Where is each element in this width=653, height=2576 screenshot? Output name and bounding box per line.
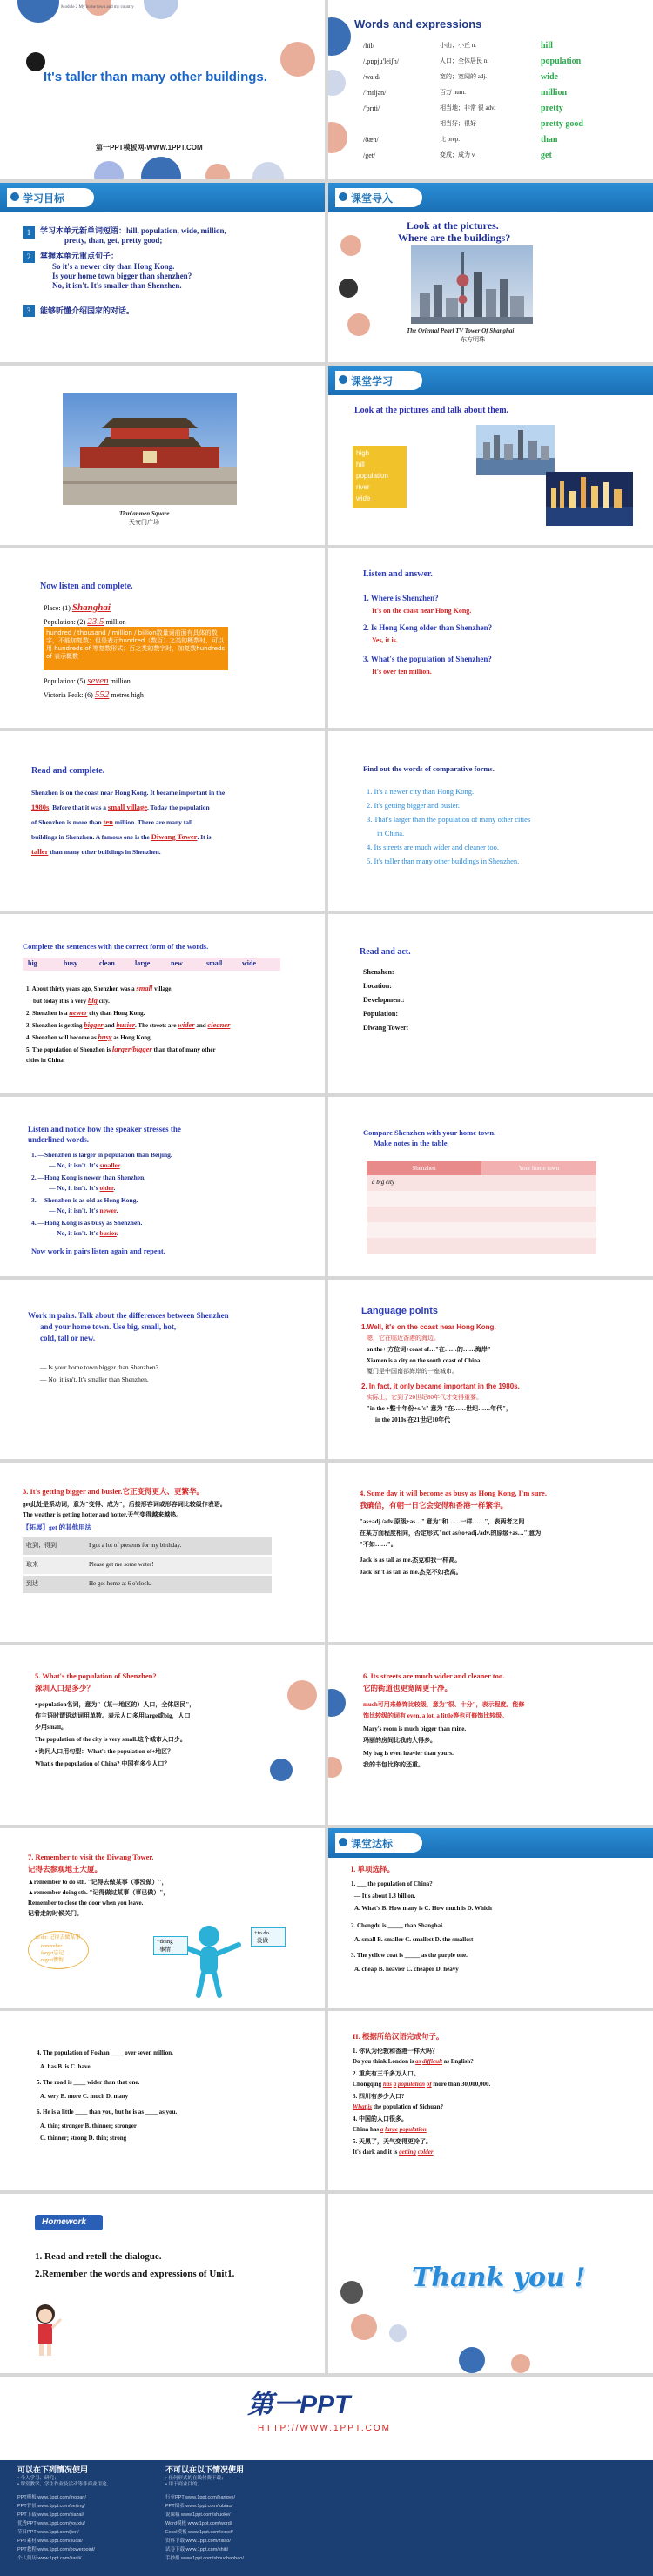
- slide-point-4: [328, 1463, 653, 1642]
- pair-4b: — No, it isn't. It's busier.: [49, 1229, 118, 1237]
- word-english: pretty: [541, 104, 563, 113]
- word-item: high: [356, 449, 370, 457]
- fill-3: 3. 四川有多少人口?: [353, 2093, 405, 2100]
- decor-dot: [280, 42, 315, 77]
- ad-link[interactable]: PPT背景 www.1ppt.com/beijing/: [17, 2504, 85, 2509]
- decor-dot: [205, 164, 230, 179]
- decor-dot: [252, 162, 284, 179]
- slide-point-6: [328, 1645, 653, 1825]
- num-1: 1: [23, 226, 35, 239]
- girl-illustration: [26, 2302, 64, 2357]
- decor-dot: [339, 279, 358, 298]
- fill-5-line: It's dark and it is getting colder.: [353, 2149, 435, 2156]
- word-meaning: 宽的；宽阔的 adj.: [440, 73, 488, 80]
- quiz-q1-options: A. What's B. How many is C. How much is D. Which: [354, 1905, 492, 1912]
- tip-box: hundred / thousand / million / billion数量词前面有具体的数字，不能加复数；但是表示hundred（数百）之类的概数时，可以用 hundreds of 等复数形式；百之类的数字时，加复数hundreds of 表示概数: [44, 627, 228, 670]
- population-answer: 23.5: [87, 616, 104, 627]
- point-4-title-cn: 我确信，有朝一日它会变得和香港一样繁华。: [360, 1501, 508, 1510]
- point-5-line-1: • population名词，意为"（某一地区的）人口，全体居民"，: [35, 1701, 196, 1708]
- pair-3b: — No, it isn't. It's newer.: [49, 1207, 118, 1214]
- fill-1: 1. 你认为伦敦和香港一样大吗？: [353, 2048, 438, 2055]
- point-4-line-2: 在某方面程度相同，否定形式"not as/so+adj./adv.的原级+as…" 意为: [360, 1530, 542, 1537]
- shanghai-skyline-image: [411, 245, 533, 324]
- slide-quiz-2: [0, 2011, 325, 2190]
- word-bank-item: wide: [242, 959, 256, 967]
- quiz-q3-options: A. cheap B. heavier C. cheaper D. heavy: [354, 1966, 459, 1973]
- text-line-1: Shenzhen is on the coast near Hong Kong. It became important in the: [31, 789, 226, 797]
- fill-2: 2. 重庆有三千多万人口。: [353, 2070, 420, 2077]
- act-field: Development:: [363, 996, 405, 1004]
- decor-dot: [347, 313, 370, 336]
- word-english: pretty good: [541, 119, 583, 129]
- q1: 1. Where is Shenzhen?: [363, 594, 439, 602]
- point-6-eg-1-cn: 玛丽的房间比我的大得多。: [363, 1737, 436, 1744]
- slide-header: [328, 183, 653, 212]
- population-label: Population: (2) 23.5 million: [44, 616, 126, 627]
- text-line-2: 1980s. Before that it was a small village. Today the population: [31, 803, 210, 811]
- slide-tiananmen: [0, 366, 325, 545]
- doing-card: +doing 事情: [153, 1936, 188, 1955]
- image-caption: Tian'anmen Square: [119, 510, 170, 517]
- act-field: Population:: [363, 1010, 399, 1018]
- point-5-line-3: 少用small。: [35, 1724, 67, 1731]
- ppt-ad-banner: [0, 2377, 653, 2576]
- compare-table: [367, 1161, 596, 1255]
- ad-link[interactable]: 手抄报 www.1ppt.com/shouchaobao/: [165, 2556, 244, 2561]
- point-7-title-cn: 记得去参观地王大厦。: [28, 1865, 103, 1873]
- slide-point-3: [0, 1463, 325, 1642]
- point-7-line-4: 记着走的时候关门。: [28, 1910, 83, 1917]
- num-3: 3: [23, 305, 35, 317]
- comparatives-title: Find out the words of comparative forms.: [363, 764, 495, 773]
- ad-link[interactable]: 优秀PPT www.1ppt.com/youxiu/: [17, 2521, 85, 2526]
- usage-example: He got home at 6 o'clock.: [89, 1580, 151, 1587]
- q3: 3. What's the population of Shenzhen?: [363, 655, 492, 663]
- num-2: 2: [23, 251, 35, 263]
- population-label-2: Population: (5) seven million: [44, 676, 131, 686]
- point-4-line-3: "不如……"。: [360, 1541, 397, 1548]
- ad-link[interactable]: PPT下载 www.1ppt.com/xiazai/: [17, 2512, 84, 2518]
- word-ipa: /'mɪljən/: [363, 89, 387, 97]
- word-english: wide: [541, 72, 558, 82]
- decor-dot: [328, 70, 346, 96]
- todo-card: +to do 没做: [251, 1927, 286, 1947]
- comparative-line: 2. It's getting bigger and busier.: [367, 801, 461, 810]
- slide-stress: [0, 1097, 325, 1276]
- thank-you-text: Thank you !: [412, 2263, 586, 2293]
- slide-title-text: It's taller than many other buildings.: [44, 70, 267, 84]
- ad-right-l1: • 任何形式的在线付费下载；: [165, 2476, 226, 2481]
- ad-link[interactable]: PPT图表 www.1ppt.com/tubiao/: [165, 2504, 233, 2509]
- module-note: Module 2 My home town and my country: [61, 5, 134, 10]
- decor-dot: [26, 52, 45, 71]
- read-title: Read and complete.: [31, 766, 105, 776]
- sentence-4: 4. Shenzhen will become as busy as Hong Kong.: [26, 1032, 152, 1041]
- usage-example: I got a lot of presents for my birthday.: [89, 1542, 182, 1549]
- point-2: 2. In fact, it only became important in the 1980s.: [361, 1382, 520, 1390]
- quiz-q1: 1. ___ the population of China?: [351, 1880, 433, 1887]
- quiz-q5: 5. The road is ____ wider than that one.: [37, 2079, 140, 2086]
- slide-words: [328, 0, 653, 179]
- sentence-5b: cities in China.: [26, 1057, 65, 1064]
- word-meaning: 相当地；非常 很 adv.: [440, 104, 495, 111]
- homework-1: 1. Read and retell the dialogue.: [35, 2251, 162, 2262]
- goal-1b: pretty, than, get, pretty good;: [64, 236, 163, 245]
- word-english: get: [541, 151, 552, 160]
- quiz-q4-options: A. has B. is C. have: [40, 2063, 91, 2070]
- slide-quiz-3: [328, 2011, 653, 2190]
- quiz-q6-options-a: A. thin; stronger B. thinner; stronger: [40, 2122, 138, 2129]
- word-bank-item: new: [171, 959, 183, 967]
- act-field: Location:: [363, 982, 392, 990]
- slide-pictures: [328, 366, 653, 545]
- forms-title: Complete the sentences with the correct form of the words.: [23, 942, 209, 951]
- word-ipa: /waɪd/: [363, 73, 380, 81]
- word-ipa: /'prɪti/: [363, 104, 380, 112]
- word-bank-item: big: [28, 959, 37, 967]
- comparative-line: 3. That's larger than the population of many other cities: [367, 815, 531, 824]
- point-2-eg: in the 2010s 在21世纪10年代: [375, 1416, 451, 1423]
- comparative-line: 4. Its streets are much wider and cleaner too.: [367, 843, 499, 851]
- table-cell: a big city: [372, 1179, 395, 1186]
- decor-dot: [340, 2281, 363, 2304]
- pair-title-2: and your home town. Use big, small, hot,: [40, 1322, 177, 1331]
- pair-1b: — No, it isn't. It's smaller.: [49, 1161, 122, 1169]
- sentence-1b: but today it is a very big city.: [33, 996, 110, 1005]
- slide-intro: [328, 183, 653, 362]
- slide-compare-table: [328, 1097, 653, 1276]
- act-field: Shenzhen:: [363, 968, 394, 976]
- sentence-5: 5. The population of Shenzhen is larger/bigger than that of many other: [26, 1045, 216, 1053]
- question-1: Look at the pictures.: [407, 219, 499, 232]
- quiz-q2: 2. Chengdu is _____ than Shanghai.: [351, 1922, 444, 1929]
- point-1: 1.Well, it's on the coast near Hong Kong.: [361, 1323, 496, 1331]
- ad-link[interactable]: PPT教程 www.1ppt.com/powerpoint/: [17, 2547, 95, 2552]
- slide-title: [0, 0, 325, 179]
- usage-row: [23, 1557, 272, 1574]
- usage-example: Please get me some water!: [89, 1561, 154, 1568]
- word-ipa: /.pɒpju'leiʃn/: [363, 57, 399, 65]
- ad-link[interactable]: 个人简历 www.1ppt.com/jianli/: [17, 2556, 82, 2561]
- point-7-line-1: ▲remember to do sth. "记得去做某事（事没做）"，: [28, 1879, 168, 1886]
- goal-1: 学习本单元新单词短语：hill, population, wide, million,: [40, 226, 226, 235]
- compare-title-2: Make notes in the table.: [374, 1139, 449, 1147]
- text-line-5: taller than many other buildings in Shenzhen.: [31, 847, 161, 856]
- word-bank: [23, 958, 280, 971]
- text-line-3: of Shenzhen is more than ten million. There are many tall: [31, 817, 193, 826]
- decor-dot: [144, 0, 178, 19]
- usage-key: 收到；得到: [26, 1542, 57, 1549]
- quiz-q1-line: — It's about 1.3 billion.: [354, 1893, 416, 1900]
- figure-illustration: [174, 1920, 244, 1999]
- slide-language-points: [328, 1280, 653, 1459]
- decor-dot: [17, 0, 59, 23]
- point-1-eg-cn: 厦门是中国南部海岸的一座城市。: [367, 1368, 458, 1375]
- a2: Yes, it is.: [372, 636, 398, 644]
- ad-panel: [0, 2460, 653, 2576]
- a1: It's on the coast near Hong Kong.: [372, 607, 472, 615]
- point-1-rule: on the+ 方位词+coast of…"在……的……海岸": [367, 1346, 491, 1353]
- point-4-eg-1: Jack is as tall as me.杰克和我一样高。: [360, 1557, 461, 1564]
- slide-word-forms: [0, 914, 325, 1093]
- slide-listen-complete: [0, 548, 325, 728]
- word-english: hill: [541, 41, 553, 50]
- ad-right-l2: • 用于商业目的。: [165, 2482, 202, 2487]
- ad-link[interactable]: Excel模板 www.1ppt.com/excel/: [165, 2530, 233, 2535]
- tiananmen-image: [63, 393, 237, 505]
- fill-4-line: China has a large population: [353, 2126, 427, 2133]
- point-2-rule: "in the +整十年份+s/'s" 意为 "在……世纪……年代"，: [367, 1405, 513, 1412]
- point-6-line-2: 饰比较级的词有 even, a lot, a little等也可修饰比较级。: [363, 1712, 508, 1719]
- usage-key: 取来: [26, 1561, 38, 1568]
- stress-title-2: underlined words.: [28, 1135, 90, 1144]
- a3: It's over ten million.: [372, 668, 432, 676]
- decor-dot: [141, 157, 181, 179]
- word-meaning: 比 prep.: [440, 136, 460, 143]
- footer-text: 第一PPT模板网-WWW.1PPT.COM: [96, 144, 203, 151]
- population-answer-2: seven: [87, 676, 109, 686]
- slide-read-complete: [0, 731, 325, 911]
- slide-homework: [0, 2194, 325, 2373]
- slide-goals: [0, 183, 325, 362]
- quiz-q4: 4. The population of Foshan ____ over seven million.: [37, 2049, 173, 2056]
- act-title: Read and act.: [360, 947, 411, 957]
- point-3-rule: get此处是系动词，意为"变得、成为"，后接形容词或形容词比较级作表语。: [23, 1501, 226, 1508]
- comparative-line: 5. It's taller than many other buildings in Shenzhen.: [367, 857, 520, 865]
- point-6-line-1: much可用来修饰比较级，意为"很、十分"，表示程度。能修: [363, 1701, 525, 1708]
- ad-link[interactable]: PPT素材 www.1ppt.com/sucai/: [17, 2539, 83, 2544]
- decor-dot: [328, 17, 351, 56]
- sentence-3: 3. Shenzhen is getting bigger and busier. The streets are wider and cleaner: [26, 1020, 231, 1029]
- point-2-cn: 实际上，它到了20世纪80年代才变得重要。: [367, 1394, 482, 1401]
- quiz-2-title: II. 根据所给汉语完成句子。: [353, 2032, 444, 2041]
- point-6-title-cn: 它的街道也更宽阔更干净。: [363, 1684, 453, 1692]
- word-item: river: [356, 483, 370, 491]
- ad-link[interactable]: 资料下载 www.1ppt.com/ziliao/: [165, 2539, 231, 2544]
- slide-header: [0, 183, 325, 212]
- extend-tag: 【拓展】get 的其他用法: [23, 1523, 91, 1531]
- col-home-town: Your home town: [481, 1161, 596, 1175]
- fill-5: 5. 天黑了，天气变得更冷了。: [353, 2138, 432, 2145]
- listen-title: Now listen and complete.: [40, 582, 133, 591]
- words-title: Words and expressions: [354, 17, 482, 30]
- word-english: million: [541, 88, 568, 98]
- quiz-q3: 3. The yellow coat is _____ as the purple one.: [351, 1952, 468, 1959]
- point-3-eg: The weather is getting hotter and hotter.天气变得越来越热。: [23, 1511, 183, 1518]
- decor-dot: [511, 2354, 530, 2373]
- image-caption-cn: 天安门广场: [129, 519, 159, 526]
- city-image: [476, 425, 555, 475]
- ad-link[interactable]: Word模板 www.1ppt.com/word/: [165, 2521, 232, 2526]
- col-shenzhen: Shenzhen: [367, 1161, 481, 1175]
- word-box: [353, 446, 407, 508]
- image-caption: The Oriental Pearl TV Tower Of Shanghai: [407, 327, 515, 334]
- prompt: Look at the pictures and talk about them.: [354, 406, 509, 415]
- pair-2: 2. —Hong Kong is newer than Shenzhen.: [31, 1174, 146, 1181]
- usage-table: [23, 1537, 272, 1595]
- word-meaning: 小山；小丘 n.: [440, 42, 476, 49]
- ad-left-l2: • 课堂教学，学生作业及活动等非商业用途。: [17, 2482, 111, 2487]
- ad-link[interactable]: 说课稿 www.1ppt.com/shuoke/: [165, 2512, 231, 2518]
- word-bank-item: clean: [99, 959, 115, 967]
- point-5-title: 5. What's the population of Shenzhen?: [35, 1671, 157, 1680]
- place-answer: Shanghai: [71, 602, 111, 613]
- slide-point-7: [0, 1828, 325, 2008]
- word-ipa: /hil/: [363, 42, 374, 50]
- decor-dot: [287, 1680, 317, 1710]
- decor-dot: [270, 1759, 293, 1781]
- point-4-title: 4. Some day it will become as busy as Hong Kong, I'm sure.: [360, 1489, 547, 1497]
- word-english: population: [541, 57, 582, 66]
- point-4-eg-2: Jack isn't as tall as me.杰克不如我高。: [360, 1569, 462, 1576]
- header-label: 课堂学习: [351, 375, 394, 387]
- decor-dot: [94, 161, 124, 179]
- point-5-eg-2: What's the population of China? 中国有多少人口？: [35, 1760, 171, 1767]
- homework-2: 2.Remember the words and expressions of Unit1.: [35, 2269, 235, 2279]
- slide-read-act: [328, 914, 653, 1093]
- decor-dot: [328, 122, 347, 153]
- word-item: hill: [356, 461, 365, 468]
- word-meaning: 百万 num.: [440, 89, 466, 96]
- word-ipa: /get/: [363, 151, 376, 159]
- decor-dot: [459, 2347, 485, 2373]
- word-bank-item: large: [135, 959, 151, 967]
- point-5-line-2: 作主语时谓语动词用单数。表示人口多用large或big，人口: [35, 1712, 191, 1719]
- dialogue-2: — No, it isn't. It's smaller than Shenzhen.: [40, 1375, 149, 1383]
- slide-header: [328, 366, 653, 395]
- point-1-eg: Xiamen is a city on the south coast of China.: [367, 1357, 482, 1364]
- pair-2b: — No, it isn't. It's older.: [49, 1184, 116, 1192]
- point-7-title: 7. Remember to visit the Diwang Tower.: [28, 1853, 154, 1861]
- slide-point-5: [0, 1645, 325, 1825]
- thought-bubble: to do: 记得去做某事 remember forget忘记 regret懊悔: [28, 1931, 89, 1969]
- homework-badge: Homework: [35, 2215, 103, 2230]
- quiz-q6: 6. He is a little ____ than you, but he is as ____ as you.: [37, 2109, 178, 2115]
- usage-key: 到达: [26, 1580, 38, 1587]
- place-label: Place: (1) Shanghai: [44, 602, 111, 613]
- word-item: wide: [356, 494, 371, 502]
- word-meaning: 变成；成为 v.: [440, 151, 476, 158]
- ad-link[interactable]: 试卷下载 www.1ppt.com/shiti/: [165, 2547, 229, 2552]
- sentence-2: 2. Shenzhen is a newer city than Hong Kong.: [26, 1008, 145, 1017]
- ad-right-title: 不可以在以下情况使用: [165, 2465, 245, 2474]
- header-label: 学习目标: [23, 192, 65, 205]
- harbour-image: [546, 472, 633, 526]
- word-english: than: [541, 135, 558, 145]
- image-caption-cn: 东方明珠: [461, 336, 485, 343]
- ad-link[interactable]: 行业PPT www.1ppt.com/hangye/: [165, 2495, 235, 2500]
- quiz-title: I. 单项选择。: [351, 1865, 395, 1873]
- goal-2a: So it's a newer city than Hong Kong.: [52, 262, 175, 271]
- ad-left-l1: • 个人学习、研究；: [17, 2476, 59, 2481]
- pair-title: Work in pairs. Talk about the differences between Shenzhen: [28, 1311, 229, 1320]
- slide-comparatives: [328, 731, 653, 911]
- text-line-4: buildings in Shenzhen. A famous one is the Diwang Tower. It is: [31, 832, 212, 841]
- ad-url: HTTP://WWW.1PPT.COM: [258, 2424, 391, 2433]
- point-3-title: 3. It's getting bigger and busier.它正变得更大、更繁华。: [23, 1487, 205, 1496]
- word-item: population: [356, 472, 388, 480]
- sentence-1: 1. About thirty years ago, Shenzhen was a small village,: [26, 984, 173, 992]
- question-2: Where are the buildings?: [398, 232, 511, 244]
- pair-1: 1. —Shenzhen is larger in population than Beijing.: [31, 1151, 172, 1159]
- point-5-line-4: • 询问人口用句型：What's the population of+地区？: [35, 1748, 174, 1755]
- point-1-cn: 嗯，它在临近香港的海边。: [367, 1335, 440, 1342]
- point-5-title-cn: 深圳人口是多少？: [35, 1684, 95, 1692]
- ad-left-title: 可以在下列情况使用: [17, 2465, 89, 2474]
- decor-dot: [340, 235, 361, 256]
- goal-3: 能够听懂介绍国家的对话。: [40, 306, 135, 315]
- dialogue-1: — Is your home town bigger than Shenzhen?: [40, 1363, 159, 1371]
- word-meaning: 相当好；很好: [440, 120, 476, 127]
- point-4-line-1: "as+adj./adv.原级+as…" 意为"和……一样……"，表两者之间: [360, 1518, 525, 1525]
- ad-link[interactable]: 节日PPT www.1ppt.com/jieri/: [17, 2530, 79, 2535]
- point-7-line-2: ▲remember doing sth. "记得做过某事（事已做）"，: [28, 1889, 170, 1896]
- decor-dot: [389, 2324, 407, 2342]
- word-bank-item: small: [206, 959, 223, 967]
- ad-link[interactable]: PPT模板 www.1ppt.com/moban/: [17, 2495, 86, 2500]
- word-meaning: 人口；全体居民 n.: [440, 57, 488, 64]
- slide-pair-work: [0, 1280, 325, 1459]
- fill-2-line: Chongqing has a population of more than 30,000,000.: [353, 2081, 491, 2088]
- quiz-q6-options-b: C. thinner; strong D. thin; strong: [40, 2135, 127, 2142]
- comparative-line: in China.: [377, 829, 405, 837]
- word-ipa: /ðæn/: [363, 136, 379, 144]
- ad-logo: 第一PPT: [247, 2391, 351, 2419]
- point-6-eg-2: My bag is even heavier than yours.: [363, 1750, 454, 1757]
- pair-work: Now work in pairs listen again and repeat.: [31, 1247, 165, 1255]
- point-6-eg-1: Mary's room is much bigger than mine.: [363, 1725, 467, 1732]
- goal-2c: No, it isn't. It's smaller than Shenzhen.: [52, 281, 182, 290]
- q2: 2. Is Hong Kong older than Shenzhen?: [363, 623, 493, 632]
- decor-dot: [351, 2314, 377, 2340]
- answer-title: Listen and answer.: [363, 569, 433, 579]
- point-5-eg: The population of the city is very small.这个城市人口少。: [35, 1736, 186, 1743]
- points-title: Language points: [361, 1306, 438, 1316]
- compare-title: Compare Shenzhen with your home town.: [363, 1128, 496, 1137]
- decor-dot: [328, 1757, 342, 1778]
- fill-4: 4. 中国的人口很多。: [353, 2115, 407, 2122]
- header-label: 课堂达标: [351, 1838, 394, 1850]
- point-6-eg-2-cn: 我的书包比你的还重。: [363, 1761, 424, 1768]
- fill-3-line: What is the population of Sichuan?: [353, 2103, 444, 2110]
- comparative-line: 1. It's a newer city than Hong Kong.: [367, 787, 475, 796]
- word-bank-item: busy: [64, 959, 78, 967]
- goal-2b: Is your home town bigger than shenzhen?: [52, 272, 192, 280]
- act-field: Diwang Tower:: [363, 1024, 409, 1032]
- point-7-line-3: Remember to close the door when you leave.: [28, 1900, 144, 1907]
- point-6-title: 6. Its streets are much wider and cleaner too.: [363, 1671, 505, 1680]
- slide-header: [328, 1828, 653, 1858]
- pair-title-3: cold, tall or new.: [40, 1334, 96, 1342]
- usage-row: [23, 1576, 272, 1593]
- slide-listen-answer: [328, 548, 653, 728]
- goal-2: 掌握本单元重点句子：: [40, 252, 119, 260]
- slide-quiz-1: [328, 1828, 653, 2008]
- header-label: 课堂导入: [351, 192, 394, 205]
- pair-4: 4. —Hong Kong is as busy as Shenzhen.: [31, 1219, 143, 1227]
- pair-3: 3. —Shenzhen is as old as Hong Kong.: [31, 1196, 138, 1204]
- quiz-q2-options: A. small B. smaller C. smallest D. the smallest: [354, 1936, 474, 1943]
- slide-thanks: [328, 2194, 653, 2373]
- decor-dot: [328, 1689, 346, 1717]
- fill-1-line: Do you think London is as difficult as English?: [353, 2058, 474, 2065]
- peak-label: Victoria Peak: (6) 552 metres high: [44, 689, 144, 700]
- usage-row: [23, 1537, 272, 1555]
- quiz-q5-options: A. very B. more C. much D. many: [40, 2093, 129, 2100]
- peak-answer: 552: [94, 689, 110, 700]
- stress-title: Listen and notice how the speaker stresses the: [28, 1125, 181, 1133]
